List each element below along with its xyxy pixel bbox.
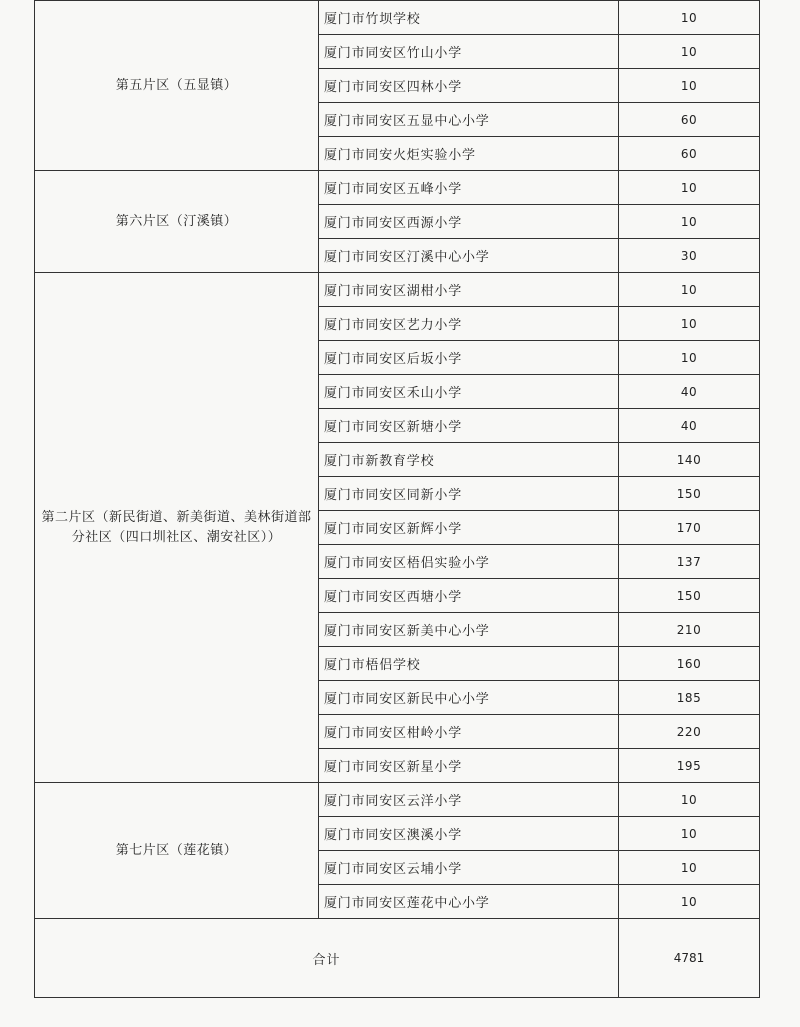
- school-name-cell: 厦门市新教育学校: [319, 443, 619, 477]
- quota-cell: 150: [619, 579, 760, 613]
- district-cell: 第六片区（汀溪镇）: [35, 171, 319, 273]
- district-cell: 第七片区（莲花镇）: [35, 783, 319, 919]
- school-name-cell: 厦门市同安区新星小学: [319, 749, 619, 783]
- school-name-cell: 厦门市同安区同新小学: [319, 477, 619, 511]
- school-name-cell: 厦门市同安区禾山小学: [319, 375, 619, 409]
- quota-cell: 10: [619, 35, 760, 69]
- school-name-cell: 厦门市同安区新美中心小学: [319, 613, 619, 647]
- school-name-cell: 厦门市竹坝学校: [319, 1, 619, 35]
- table-row: [35, 1, 760, 35]
- quota-cell: 10: [619, 69, 760, 103]
- quota-cell: 10: [619, 885, 760, 919]
- school-name-cell: 厦门市同安区澳溪小学: [319, 817, 619, 851]
- quota-cell: 185: [619, 681, 760, 715]
- school-name-cell: 厦门市同安区云埔小学: [319, 851, 619, 885]
- quota-cell: 150: [619, 477, 760, 511]
- school-name-cell: 厦门市同安区竹山小学: [319, 35, 619, 69]
- school-name-cell: 厦门市同安区艺力小学: [319, 307, 619, 341]
- quota-cell: 10: [619, 783, 760, 817]
- school-name-cell: 厦门市同安区五峰小学: [319, 171, 619, 205]
- total-row: [35, 919, 760, 998]
- quota-cell: 40: [619, 409, 760, 443]
- quota-cell: 170: [619, 511, 760, 545]
- school-name-cell: 厦门市梧侣学校: [319, 647, 619, 681]
- school-name-cell: 厦门市同安区后坂小学: [319, 341, 619, 375]
- quota-cell: 10: [619, 205, 760, 239]
- school-name-cell: 厦门市同安区五显中心小学: [319, 103, 619, 137]
- school-name-cell: 厦门市同安区云洋小学: [319, 783, 619, 817]
- quota-cell: 10: [619, 817, 760, 851]
- quota-cell: 140: [619, 443, 760, 477]
- allocation-table-body: [35, 1, 760, 998]
- quota-cell: 10: [619, 307, 760, 341]
- school-name-cell: 厦门市同安区四林小学: [319, 69, 619, 103]
- table-row: [35, 273, 760, 307]
- quota-cell: 10: [619, 851, 760, 885]
- quota-cell: 60: [619, 103, 760, 137]
- quota-cell: 195: [619, 749, 760, 783]
- total-value: 4781: [619, 919, 760, 998]
- school-name-cell: 厦门市同安区柑岭小学: [319, 715, 619, 749]
- quota-cell: 30: [619, 239, 760, 273]
- school-name-cell: 厦门市同安区新辉小学: [319, 511, 619, 545]
- total-label: 合计: [35, 919, 619, 998]
- quota-cell: 10: [619, 171, 760, 205]
- school-name-cell: 厦门市同安区新塘小学: [319, 409, 619, 443]
- table-row: [35, 783, 760, 817]
- quota-cell: 160: [619, 647, 760, 681]
- school-name-cell: 厦门市同安区莲花中心小学: [319, 885, 619, 919]
- school-name-cell: 厦门市同安区汀溪中心小学: [319, 239, 619, 273]
- school-name-cell: 厦门市同安区西塘小学: [319, 579, 619, 613]
- school-name-cell: 厦门市同安区西源小学: [319, 205, 619, 239]
- school-name-cell: 厦门市同安区梧侣实验小学: [319, 545, 619, 579]
- quota-cell: 137: [619, 545, 760, 579]
- school-name-cell: 厦门市同安区湖柑小学: [319, 273, 619, 307]
- quota-cell: 60: [619, 137, 760, 171]
- quota-cell: 10: [619, 273, 760, 307]
- quota-cell: 10: [619, 341, 760, 375]
- allocation-table: [34, 0, 760, 998]
- quota-cell: 220: [619, 715, 760, 749]
- school-name-cell: 厦门市同安火炬实验小学: [319, 137, 619, 171]
- school-name-cell: 厦门市同安区新民中心小学: [319, 681, 619, 715]
- quota-cell: 210: [619, 613, 760, 647]
- district-cell: 第二片区（新民街道、新美街道、美林街道部分社区（四口圳社区、潮安社区））: [35, 273, 319, 783]
- quota-cell: 40: [619, 375, 760, 409]
- quota-cell: 10: [619, 1, 760, 35]
- table-row: [35, 171, 760, 205]
- district-cell: 第五片区（五显镇）: [35, 1, 319, 171]
